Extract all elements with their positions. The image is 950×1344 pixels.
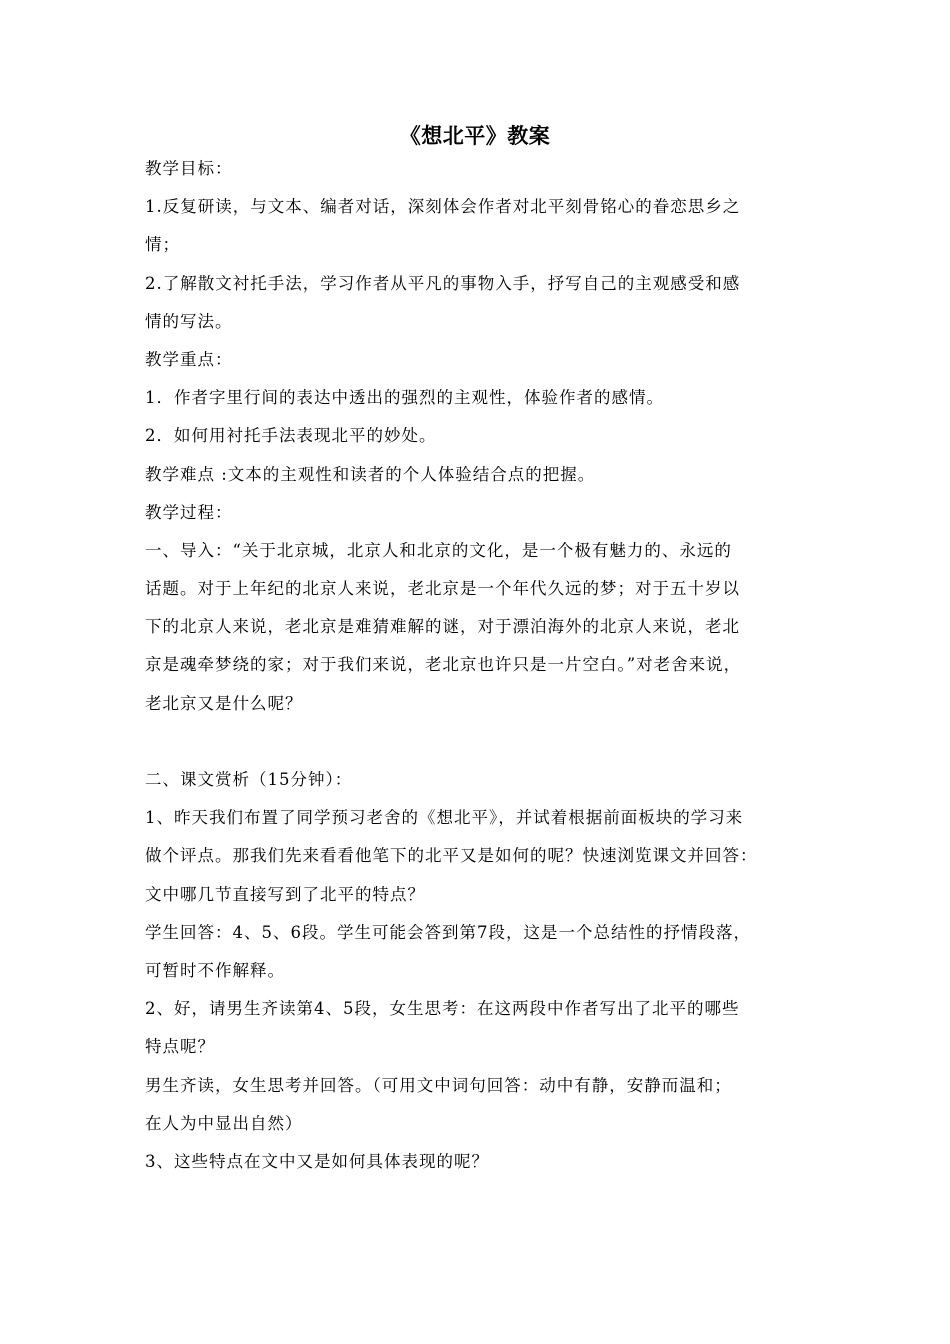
line-analysis-heading: 二、课文赏析（15分钟）： — [145, 770, 353, 789]
line-answer-1a: 学生回答：4、5、6段。学生可能会答到第7段，这是一个总结性的抒情段落， — [145, 922, 751, 942]
line-intro-4: 京是魂牵梦绕的家；对于我们来说，老北京也许只是一片空白。”对老舍来说， — [145, 655, 742, 675]
line-answer-2b: 在人为中显出自然） — [145, 1113, 303, 1133]
line-goal-2-cont: 情的写法。 — [145, 311, 233, 331]
document-title: 《想北平》教案 — [399, 124, 551, 148]
line-intro-2: 话题。对于上年纪的北京人来说，老北京是一个年代久远的梦；对于五十岁以 — [145, 579, 740, 599]
line-intro-3: 下的北京人来说，老北京是难猜难解的谜，对于漂泊海外的北京人来说，老北 — [145, 617, 740, 637]
line-intro-1: 一、导入：“关于北京城，北京人和北京的文化，是一个极有魅力的、永远的 — [145, 540, 732, 560]
line-analysis-3: 3、这些特点在文中又是如何具体表现的呢？ — [145, 1151, 489, 1171]
line-intro-5: 老北京又是什么呢？ — [145, 693, 303, 713]
document-body — [145, 150, 825, 1181]
line-goal-1-cont: 情； — [145, 235, 180, 255]
line-goals-heading: 教学目标： — [145, 159, 233, 178]
line-key-point-1: 1．作者字里行间的表达中透出的强烈的主观性，体验作者的感情。 — [145, 388, 664, 408]
line-key-point-2: 2．如何用衬托手法表现北平的妙处。 — [145, 426, 437, 446]
line-goal-1: 1.反复研读，与文本、编者对话，深刻体会作者对北平刻骨铭心的眷恋思乡之 — [145, 197, 741, 217]
line-key-points-heading: 教学重点： — [145, 349, 233, 369]
line-answer-1b: 可暂时不作解释。 — [145, 960, 285, 980]
blank-line — [145, 723, 825, 761]
line-analysis-2a: 2、好，请男生齐读第4、5段，女生思考：在这两段中作者写出了北平的哪些 — [145, 999, 740, 1019]
line-goal-2: 2.了解散文衬托手法，学习作者从平凡的事物入手，抒写自己的主观感受和感 — [145, 273, 741, 293]
line-process-heading: 教学过程： — [145, 502, 233, 522]
line-difficulty: 教学难点 :文本的主观性和读者的个人体验结合点的把握。 — [145, 464, 596, 484]
line-analysis-1c: 文中哪几节直接写到了北平的特点？ — [145, 884, 425, 904]
line-analysis-1b: 做个评点。那我们先来看看他笔下的北平又是如何的呢？快速浏览课文并回答： — [145, 846, 758, 866]
line-answer-2a: 男生齐读，女生思考并回答。（可用文中词句回答：动中有静，安静而温和； — [145, 1075, 732, 1095]
line-analysis-1a: 1、昨天我们布置了同学预习老舍的《想北平》，并试着根据前面板块的学习来 — [145, 808, 744, 828]
line-analysis-2b: 特点呢？ — [145, 1037, 215, 1057]
